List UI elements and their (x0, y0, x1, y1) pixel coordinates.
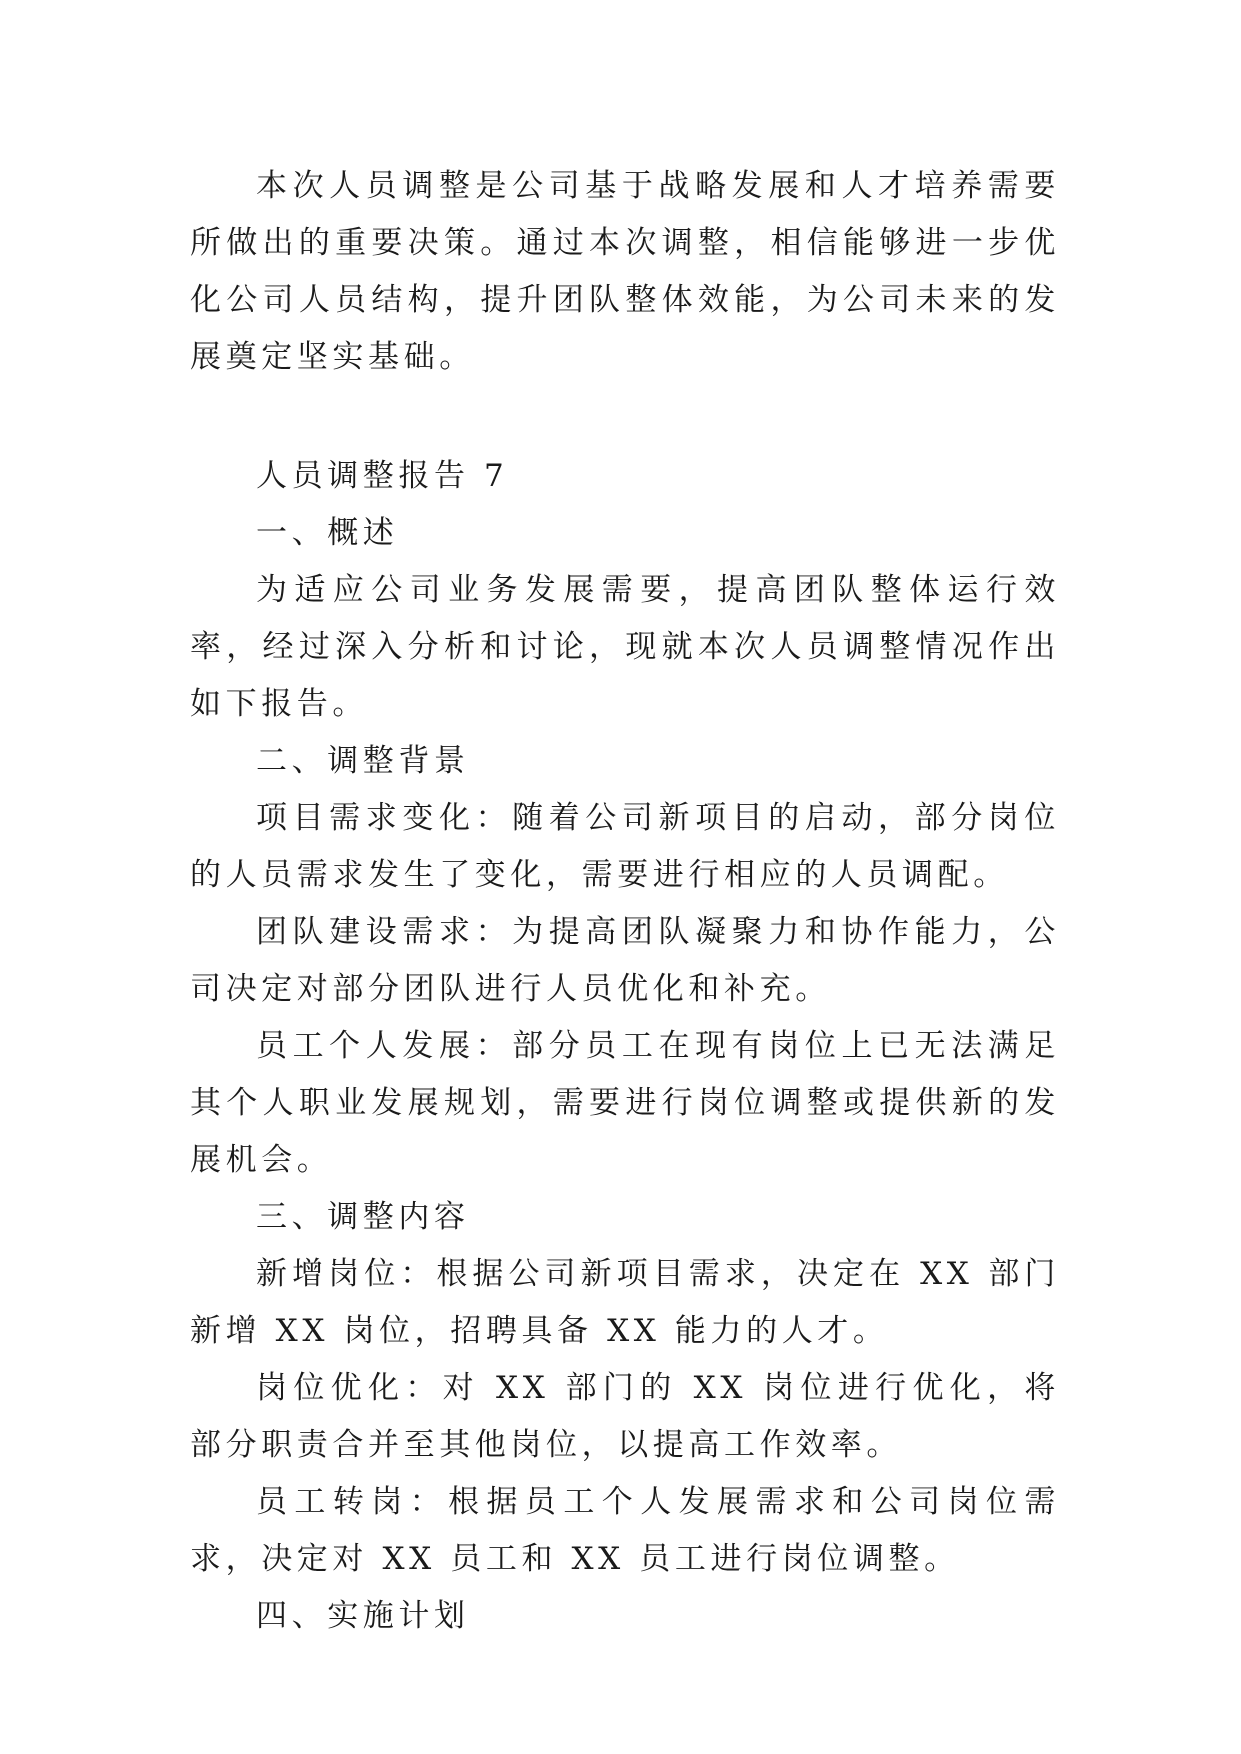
section-heading-content: 三、调整内容 (256, 1199, 470, 1235)
intro-section (190, 158, 1060, 386)
background-paragraph-project: 项目需求变化：随着公司新项目的启动，部分岗位的人员需求发生了变化，需要进行相应的人员调配。 (190, 800, 1060, 893)
overview-paragraph: 为适应公司业务发展需要，提高团队整体运行效率，经过深入分析和讨论，现就本次人员调整情况作出如下报告。 (190, 572, 1060, 722)
content-paragraph-new-post: 新增岗位：根据公司新项目需求，决定在 XX 部门新增 XX 岗位，招聘具备 XX 能力的人才。 (190, 1256, 1060, 1349)
content-paragraph-optimize: 岗位优化：对 XX 部门的 XX 岗位进行优化，将部分职责合并至其他岗位，以提高工作效率。 (190, 1370, 1060, 1463)
background-paragraph-team: 团队建设需求：为提高团队凝聚力和协作能力，公司决定对部分团队进行人员优化和补充。 (190, 914, 1060, 1007)
section-heading-overview: 一、概述 (256, 515, 399, 551)
background-paragraph-career: 员工个人发展：部分员工在现有岗位上已无法满足其个人职业发展规划，需要进行岗位调整或提供新的发展机会。 (190, 1028, 1060, 1178)
intro-paragraph: 本次人员调整是公司基于战略发展和人才培养需要所做出的重要决策。通过本次调整，相信能够进一步优化公司人员结构，提升团队整体效能，为公司未来的发展奠定坚实基础。 (190, 168, 1060, 375)
section-heading-plan: 四、实施计划 (256, 1598, 470, 1634)
content-paragraph-transfer: 员工转岗：根据员工个人发展需求和公司岗位需求，决定对 XX 员工和 XX 员工进行岗位调整。 (190, 1484, 1060, 1577)
report-section (190, 448, 1060, 1645)
report-title: 人员调整报告 7 (256, 458, 509, 494)
section-heading-background: 二、调整背景 (256, 743, 470, 779)
